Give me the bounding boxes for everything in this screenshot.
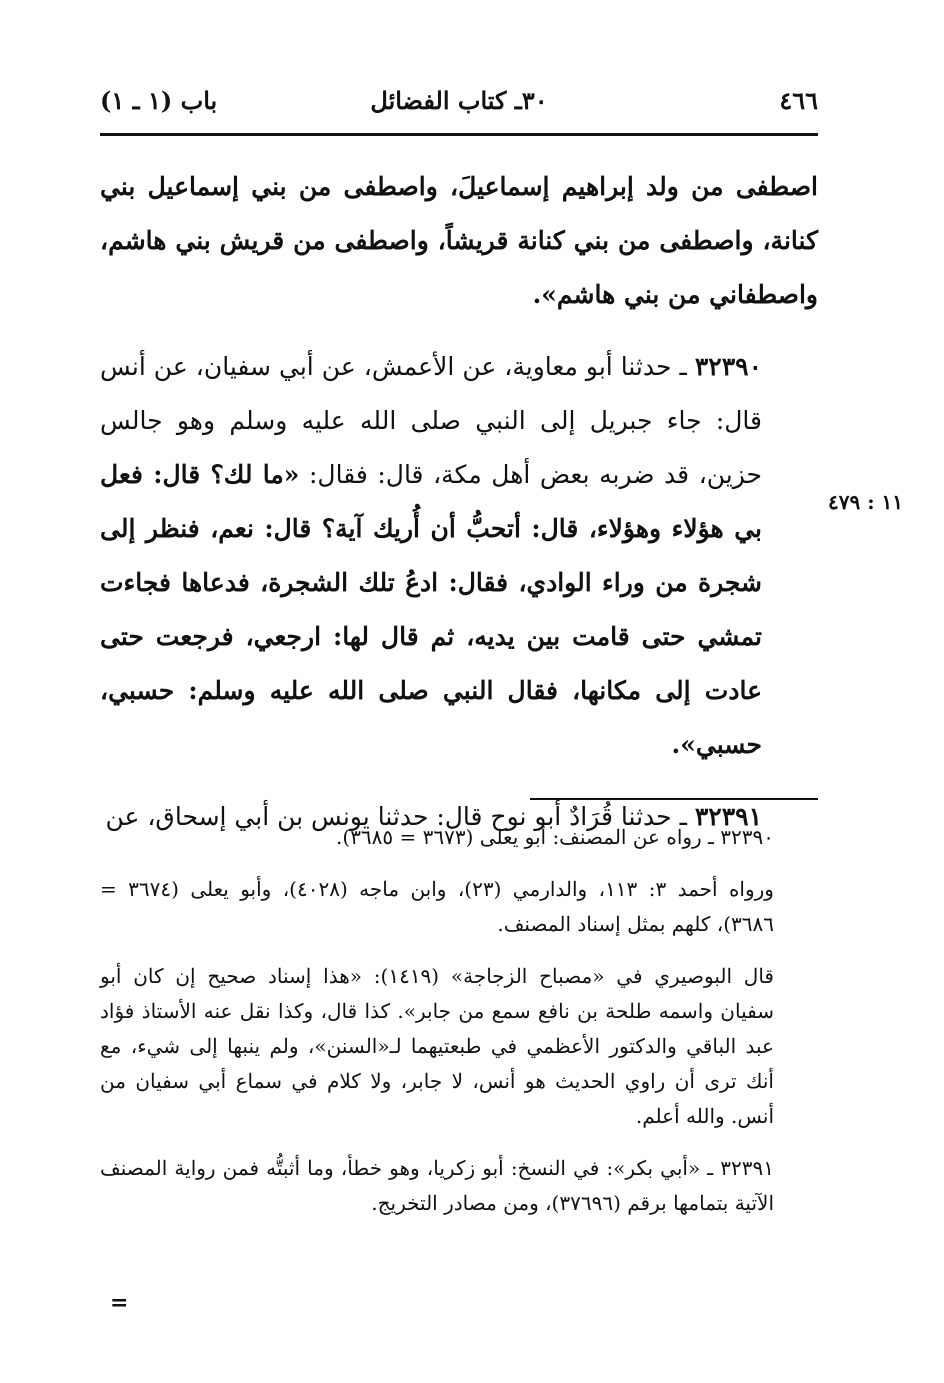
- hadith-32390: [100, 340, 818, 772]
- continuation-paragraph: اصطفى من ولد إبراهيم إسماعيلَ، واصطفى من بني إسماعيل بني كنانة، واصطفى من بني كنانة قريشاً، واصطفى من قريش بني هاشم، واصطفاني من بني هاشم».: [100, 172, 818, 309]
- footnote-32391: ٣٢٣٩١ ـ «أبي بكر»: في النسخ: أبو زكريا، وهو خطأ، وما أثبتُّه فمن رواية المصنف الآتية بتمامها برقم (٣٧٦٩٦)، ومن مصادر التخريج.: [100, 1156, 774, 1215]
- chapter-label: باب (١ ـ ١): [100, 86, 218, 115]
- footnote-busiri: قال البوصيري في «مصباح الزجاجة» (١٤١٩): «هذا إسناد صحيح إن كان أبو سفيان واسمه طلحة بن نافع سمع من جابر». كذا قال، وكذا نقل عنه الأستاذ فؤاد عبد الباقي والدكتور الأعظمي في طبعتيهما لـ«السنن»، ولم ينبها إلى شيء، مع أنك ترى أن راوي الحديث هو أنس، لا جابر، ولا كلام في سماع أبي سفيان من أنس. والله أعلم.: [100, 964, 774, 1128]
- book-title: ٣٠ـ كتاب الفضائل: [370, 86, 548, 115]
- hadith-isnad: ـ حدثنا أبو معاوية، عن الأعمش، عن أبي سفيان، عن أنس قال: جاء جبريل إلى النبي صلى الله عليه وسلم وهو جالس حزين، قد ضربه بعض أهل مكة، قال: فقال:: [100, 352, 762, 489]
- hadith-number: ٣٢٣٩١: [694, 802, 762, 831]
- hadith-matn: «ما لك؟ قال: فعل بي هؤلاء وهؤلاء، قال: أتحبُّ أن أُريك آية؟ قال: نعم، فنظر إلى شجرة من وراء الوادي، فقال: ادعُ تلك الشجرة، فدعاها فجاءت تمشي حتى قامت بين يديه، ثم قال لها: ارجعي، فرجعت حتى عادت إلى مكانها، فقال النبي صلى الله عليه وسلم: حسبي، حسبي».: [100, 460, 762, 759]
- page-number: ٤٦٦: [779, 86, 818, 115]
- header-rule: [100, 133, 818, 136]
- margin-reference: ١١ : ٤٧٩: [828, 490, 904, 514]
- footnote-rule: [530, 798, 818, 800]
- continuation-mark: =: [110, 1290, 129, 1316]
- footnote-takhrij: ورواه أحمد ٣: ١١٣، والدارمي (٢٣)، وابن ماجه (٤٠٢٨)، وأبو يعلى (٣٦٧٤ = ٣٦٨٦)، كلهم بمثل إسناد المصنف.: [100, 877, 774, 936]
- page-header: [100, 80, 818, 124]
- footnotes: [100, 820, 818, 1238]
- hadith-isnad: ـ حدثنا قُرَادٌ أبو نوح قال: حدثنا يونس بن أبي إسحاق، عن: [105, 802, 695, 831]
- hadith-number: ٣٢٣٩٠: [694, 352, 762, 381]
- main-text: [100, 160, 818, 844]
- footnote-32390: ٣٢٣٩٠ ـ رواه عن المصنف: أبو يعلى (٣٦٧٣ = ٣٦٨٥).: [336, 825, 774, 849]
